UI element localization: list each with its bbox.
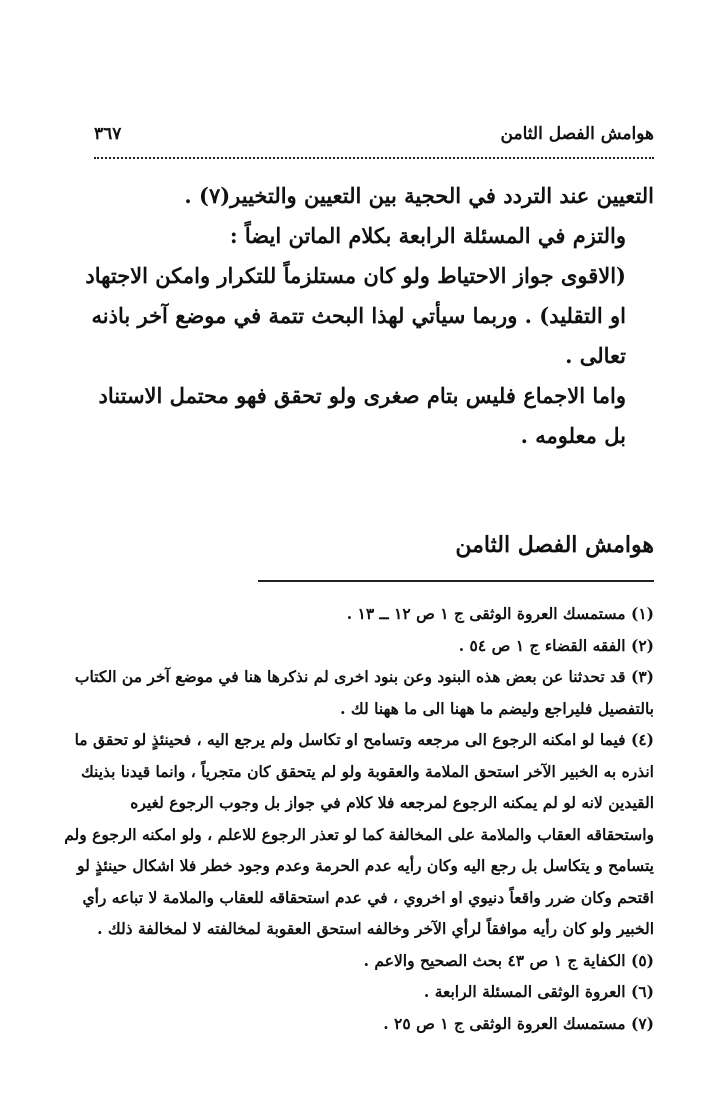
header-dotted-rule: [94, 157, 654, 159]
footnote-item: (٢) الفقه القضاء ج ١ ص ٥٤ .: [458, 635, 654, 655]
header-title: هوامش الفصل الثامن: [500, 124, 654, 144]
footnote-item: (١) مستمسك العروة الوثقى ج ١ ص ١٢ ــ ١٣ .: [346, 604, 654, 623]
footnote-item: (٧) مستمسك العروة الوثقى ج ١ ص ٢٥ .: [383, 1013, 654, 1033]
main-text: [72, 176, 654, 456]
page-number: ٣٦٧: [94, 124, 122, 144]
notes-heading: هوامش الفصل الثامن: [455, 532, 654, 558]
notes-rule: [258, 580, 654, 582]
main-paragraph: واما الاجماع فليس بتام صغرى ولو تحقق فهو محتمل الاستناد بل معلومه .: [98, 383, 626, 448]
footnote-item: (٤) فيما لو امكنه الرجوع الى مرجعه وتسامح او تكاسل ولم يرجع اليه ، فحينئذٍ لو تحقق ما انذره به الخبير الآخر استحق الملامة والعقوبة ولو لم يتحقق كان متجرياً ، وانما قيدنا بذينك القيدين لانه لو لم يمكنه الرجوع لمرجعه فلا كلام في جواز بل وجوب الرجوع لغيره واستحقاقه العقاب والملامة على المخالفة كما لو تعذر الرجوع للاعلم ، ولو امكنه الرجوع ولم يتسامح و يتكاسل بل رجع اليه وكان رأيه عدم الحرمة وعدم وجود خطر فلا اشكال حينئذٍ لو اقتحم وكان ضرر واقعاً دنيوي او اخروي ، في عدم استحقاقه للعقاب والملامة لا تباعه رأي الخبير ولو كان رأيه موافقاً لرأي الآخر وخالفه استحق العقوبة لمخالفته لا لمخالفة ذلك .: [64, 730, 654, 938]
footnotes: [62, 598, 654, 1039]
footnote-item: (٦) العروة الوثقى المسئلة الرابعة .: [423, 982, 654, 1001]
footnote-item: (٣) قد تحدثنا عن بعض هذه البنود وعن بنود اخرى لم نذكرها هنا في موضع آخر من الكتاب بالتفصيل فليراجع وليضم ما ههنا الى ما ههنا لك .: [74, 667, 654, 718]
footnote-item: (٥) الكفاية ج ١ ص ٤٣ بحث الصحيح والاعم .: [363, 950, 654, 970]
main-paragraph: (الاقوى جواز الاحتياط ولو كان مستلزماً للتكرار وامكن الاجتهاد او التقليد) . وربما سيأتي لهذا البحث تتمة في موضع آخر باذنه تعالى .: [85, 263, 626, 368]
running-header: [94, 124, 654, 156]
main-paragraph: والتزم في المسئلة الرابعة بكلام الماتن ايضاً :: [229, 223, 626, 248]
main-paragraph: التعيين عند التردد في الحجية بين التعيين والتخيير(٧) .: [184, 183, 654, 208]
